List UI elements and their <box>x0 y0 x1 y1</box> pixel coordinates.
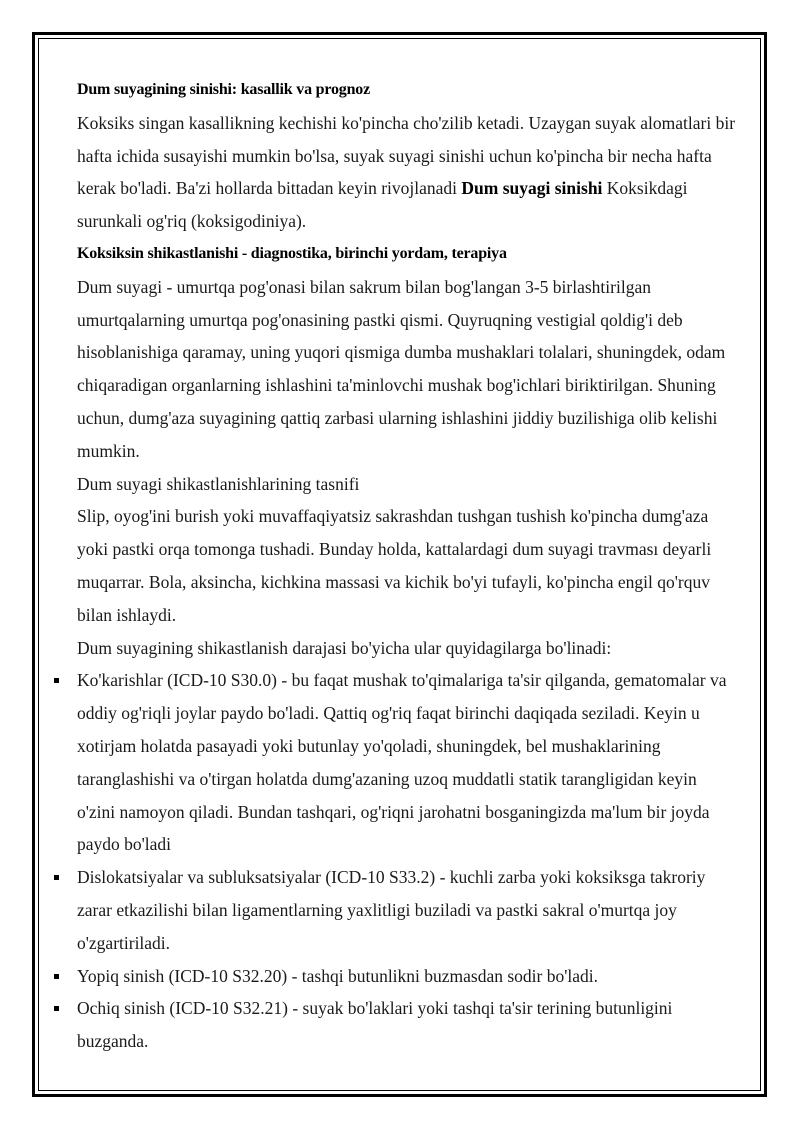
list-item-text: Dislokatsiyalar va subluksatsiyalar (ICD-10 S33.2) - kuchli zarba yoki koksiksga takroriy zarar etkazilishi bilan ligamentlarning yaxlitligi buziladi va pastki sakral o'murtqa joy o'zgartiriladi. <box>77 867 706 953</box>
bullet-icon <box>54 974 59 979</box>
bullet-icon <box>54 875 59 880</box>
list-item <box>77 861 737 959</box>
section-heading: Koksiksin shikastlanishi - diagnostika, birinchi yordam, terapiya <box>77 244 507 262</box>
list-item-text: Yopiq sinish (ICD-10 S32.20) - tashqi butunlikni buzmasdan sodir bo'ladi. <box>77 965 599 986</box>
list-item-text: Ochiq sinish (ICD-10 S32.21) - suyak bo'laklari yoki tashqi ta'sir terining butunligini buzganda. <box>77 998 673 1052</box>
document-body <box>77 74 737 1058</box>
paragraph: Slip, oyog'ini burish yoki muvaffaqiyatsiz sakrashdan tushgan tushish ko'pincha dumg'aza yoki pastki orqa tomonga tushadi. Bunday holda, kattalardagi dum suyagi travması deyarli muqarrar. Bola, aksincha, kichkina massasi va kichik bo'yi tufayli, ko'pincha engil qo'rquv bilan ishlaydi. <box>77 506 712 625</box>
paragraph-text: Koksikdagi surunkali og'riq (koksigodiniya). <box>77 178 688 232</box>
bullet-icon <box>54 1006 59 1011</box>
list-item <box>77 992 737 1058</box>
paragraph: Dum suyagi - umurtqa pog'onasi bilan sakrum bilan bog'langan 3-5 birlashtirilgan umurtqalarning umurtqa pog'onasining pastki qismi. Quyruqning vestigial qoldig'i deb hisoblanishiga qaramay, uning yuqori qismiga dumba mushaklari tolalari, shuningdek, odam chiqaradigan organlarning ishlashini ta'minlovchi mushak bog'ichlari biriktirilgan. Shuning uchun, dumg'aza suyagining qattiq zarbasi ularning ishlashini jiddiy buzilishiga olib kelishi mumkin. <box>77 276 726 461</box>
subheading: Dum suyagi shikastlanishlarining tasnifi <box>77 473 360 494</box>
bold-term: Dum suyagi sinishi <box>461 178 603 199</box>
paragraph: Dum suyagining shikastlanish darajasi bo'yicha ular quyidagilarga bo'linadi: <box>77 637 612 658</box>
list-item <box>77 960 737 993</box>
list-item-text: Ko'karishlar (ICD-10 S30.0) - bu faqat mushak to'qimalariga ta'sir qilganda, gematomalar va oddiy og'riqli joylar paydo bo'ladi. Qattiq og'riq faqat birinchi daqiqada seziladi. Keyin u xotirjam holatda pasayadi yoki butunlay yo'qoladi, shuningdek, bel mushaklarining taranglashishi va o'tirgan holatda dumg'azaning uzoq muddatli statik tarangligidan keyin o'zini namoyon qiladi. Bundan tashqari, og'riqni jarohatni bosganingizda ma'lum bir joyda paydo bo'ladi <box>77 670 727 855</box>
bullet-list <box>77 664 737 1058</box>
section-heading: Dum suyagining sinishi: kasallik va prognoz <box>77 81 370 98</box>
paragraph <box>77 107 737 238</box>
list-item <box>77 664 737 861</box>
bullet-icon <box>54 678 59 683</box>
paragraph-text: Koksiks singan kasallikning kechishi ko'pincha cho'zilib ketadi. Uzaygan suyak alomatlari bir hafta ichida susayishi mumkin bo'lsa, suyak suyagi sinishi uchun ko'pincha bir necha hafta kerak bo'ladi. Ba'zi hollarda bittadan keyin rivojlanadi <box>77 112 736 199</box>
